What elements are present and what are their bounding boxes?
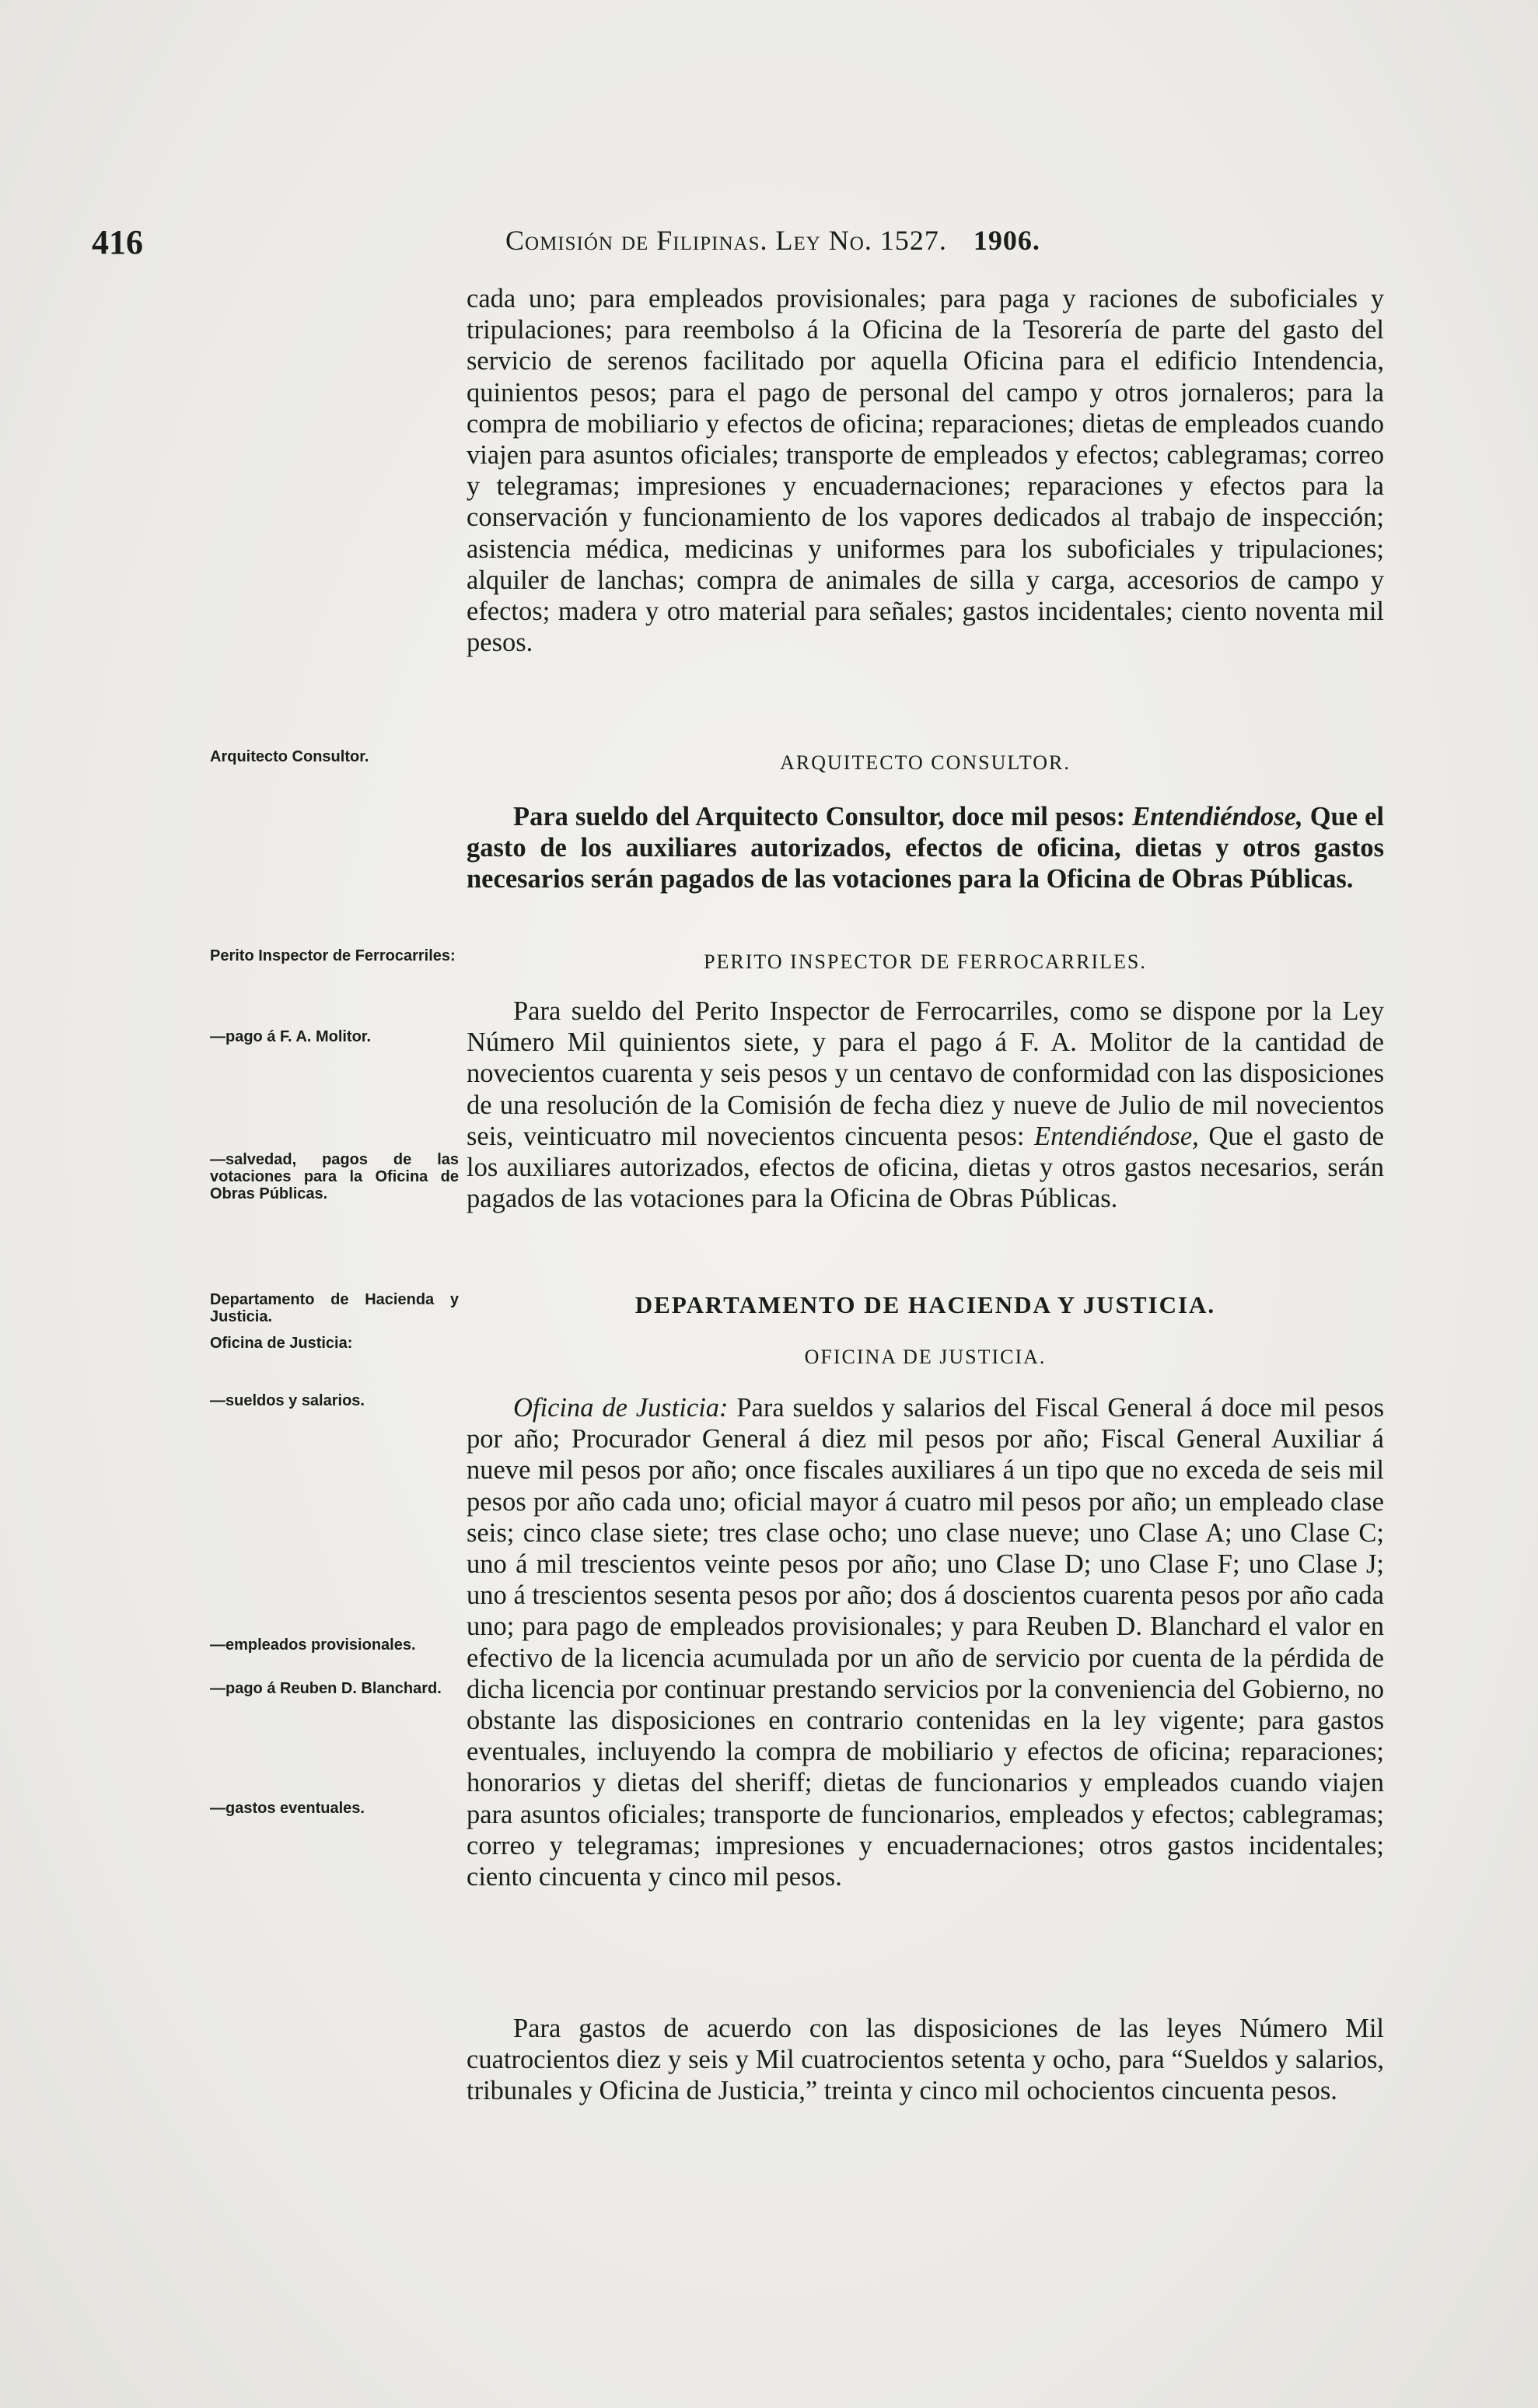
- paragraph-lead: Para sueldo del Arquitecto Consultor, doce mil pesos:: [513, 802, 1133, 831]
- paragraph-oficina: [467, 1392, 1384, 1892]
- paragraph-rest: Que el gasto de los auxiliares autorizados, efectos de oficina, dietas y otros gastos necesarios serán pagados de las votaciones para la Oficina de Obras Públicas.: [467, 802, 1385, 894]
- margin-note-empleados: —empleados provisionales.: [210, 1636, 416, 1654]
- page-number: 416: [92, 223, 143, 261]
- margin-note-perito: Perito Inspector de Ferrocarriles:: [210, 947, 456, 964]
- margin-note-departamento: Departamento de Hacienda y Justicia.: [210, 1291, 459, 1325]
- paragraph-rest: Para sueldos y salarios del Fiscal General á doce mil pesos por año; Procurador General á diez mil pesos por año; Fiscal General Auxiliar á nueve mil pesos por año; once fiscales auxiliares á un tipo que no exceda de seis mil pesos por año cada uno; oficial mayor á cuatro mil pesos por año; un empleado clase seis; cinco clase siete; tres clase ocho; uno clase nueve; uno Clase A; uno Clase C; uno á mil trescientos veinte pesos por año; uno Clase D; uno Clase F; uno Clase J; uno á trescientos sesenta pesos por año; dos á doscientos cuarenta pesos por año cada uno; para pago de empleados provisionales; y para Reuben D. Blanchard el valor en efectivo de la licencia acumulada por un año de servicio por cuenta de la pérdida de dicha licencia por continuar prestando servicios por la conveniencia del Gobierno, no obstante las disposiciones en contrario contenidas en la ley vigente; para gastos eventuales, incluyendo la compra de mobiliario y efectos de oficina; reparaciones; honorarios y dietas del sheriff; dietas de funcionarios y empleados cuando viajen para asuntos oficiales; transporte de funcionarios, empleados y efectos; cablegramas; correo y telegramas; impresiones y encuadernaciones; otros gastos incidentales; ciento cincuenta y cinco mil pesos.: [467, 1393, 1384, 1892]
- department-heading: DEPARTAMENTO DE HACIENDA Y JUSTICIA.: [634, 1291, 1216, 1318]
- paragraph-continuation: [467, 283, 1384, 658]
- section-heading-arquitecto: ARQUITECTO CONSULTOR.: [780, 751, 1071, 774]
- paragraph-final: [467, 2013, 1384, 2107]
- paragraph-rest: Que el gasto de los auxiliares autorizados, efectos de oficina, dietas y otros gastos necesarios, serán pagados de las votaciones para la Oficina de Obras Públicas.: [467, 1121, 1384, 1214]
- section-heading-perito: PERITO INSPECTOR DE FERROCARRILES.: [704, 950, 1147, 973]
- paragraph-text: cada uno; para empleados provisionales; para paga y raciones de suboficiales y tripulaciones; para reembolso á la Oficina de la Tesorería de parte del gasto del servicio de serenos facilitado por aquella Oficina para el edificio Intendencia, quinientos pesos; para el pago de personal del campo y otros jornaleros; para la compra de mobiliario y efectos de oficina; reparaciones; dietas de empleados cuando viajen para asuntos oficiales; transporte de empleados y efectos; cablegramas; correo y telegramas; impresiones y encuadernaciones; reparaciones y efectos para la conservación y funcionamiento de los vapores dedicados al trabajo de inspección; asistencia médica, medicinas y uniformes para los suboficiales y tripulaciones; alquiler de lanchas; compra de animales de silla y carga, accesorios de campo y efectos; madera y otro material para señales; gastos incidentales; ciento noventa mil pesos.: [467, 284, 1384, 658]
- paragraph-proviso: Entendiéndose,: [1034, 1121, 1199, 1151]
- running-head: [505, 224, 1361, 257]
- paragraph-proviso: Entendiéndose,: [1132, 802, 1303, 831]
- margin-note-blanchard: —pago á Reuben D. Blanchard.: [210, 1680, 442, 1697]
- running-year: 1906.: [973, 225, 1040, 256]
- paragraph-lead: Para sueldo del Perito Inspector de Ferrocarriles, como se dispone por la Ley Número Mil quinientos siete, y para el pago á F. A. Molitor de la cantidad de novecientos cuarenta y seis pesos y un centavo de conformidad con las disposiciones de una resolución de la Comisión de fecha diez y nueve de Julio de mil novecientos seis, veinticuatro mil novecientos cincuenta pesos:: [467, 996, 1384, 1151]
- running-title: Comisión de Filipinas. Ley No. 1527.: [505, 225, 947, 256]
- section-heading-oficina: OFICINA DE JUSTICIA.: [804, 1346, 1047, 1368]
- margin-note-sueldos: —sueldos y salarios.: [210, 1392, 365, 1409]
- paragraph-lead: Oficina de Justicia:: [513, 1393, 729, 1423]
- margin-note-salvedad: —salvedad, pagos de las votaciones para la Oficina de Obras Públicas.: [210, 1151, 459, 1202]
- margin-note-gastos: —gastos eventuales.: [210, 1800, 365, 1817]
- paragraph-arquitecto: [467, 801, 1384, 895]
- margin-note-oficina: Oficina de Justicia:: [210, 1335, 353, 1352]
- margin-note-arquitecto: Arquitecto Consultor.: [210, 748, 369, 765]
- paragraph-perito: [467, 996, 1384, 1214]
- margin-note-molitor: —pago á F. A. Molitor.: [210, 1028, 372, 1045]
- paragraph-text: Para gastos de acuerdo con las disposiciones de las leyes Número Mil cuatrocientos diez y seis y Mil cuatrocientos setenta y ocho, para “Sueldos y salarios, tribunales y Oficina de Justicia,” treinta y cinco mil ochocientos cincuenta pesos.: [467, 2014, 1384, 2106]
